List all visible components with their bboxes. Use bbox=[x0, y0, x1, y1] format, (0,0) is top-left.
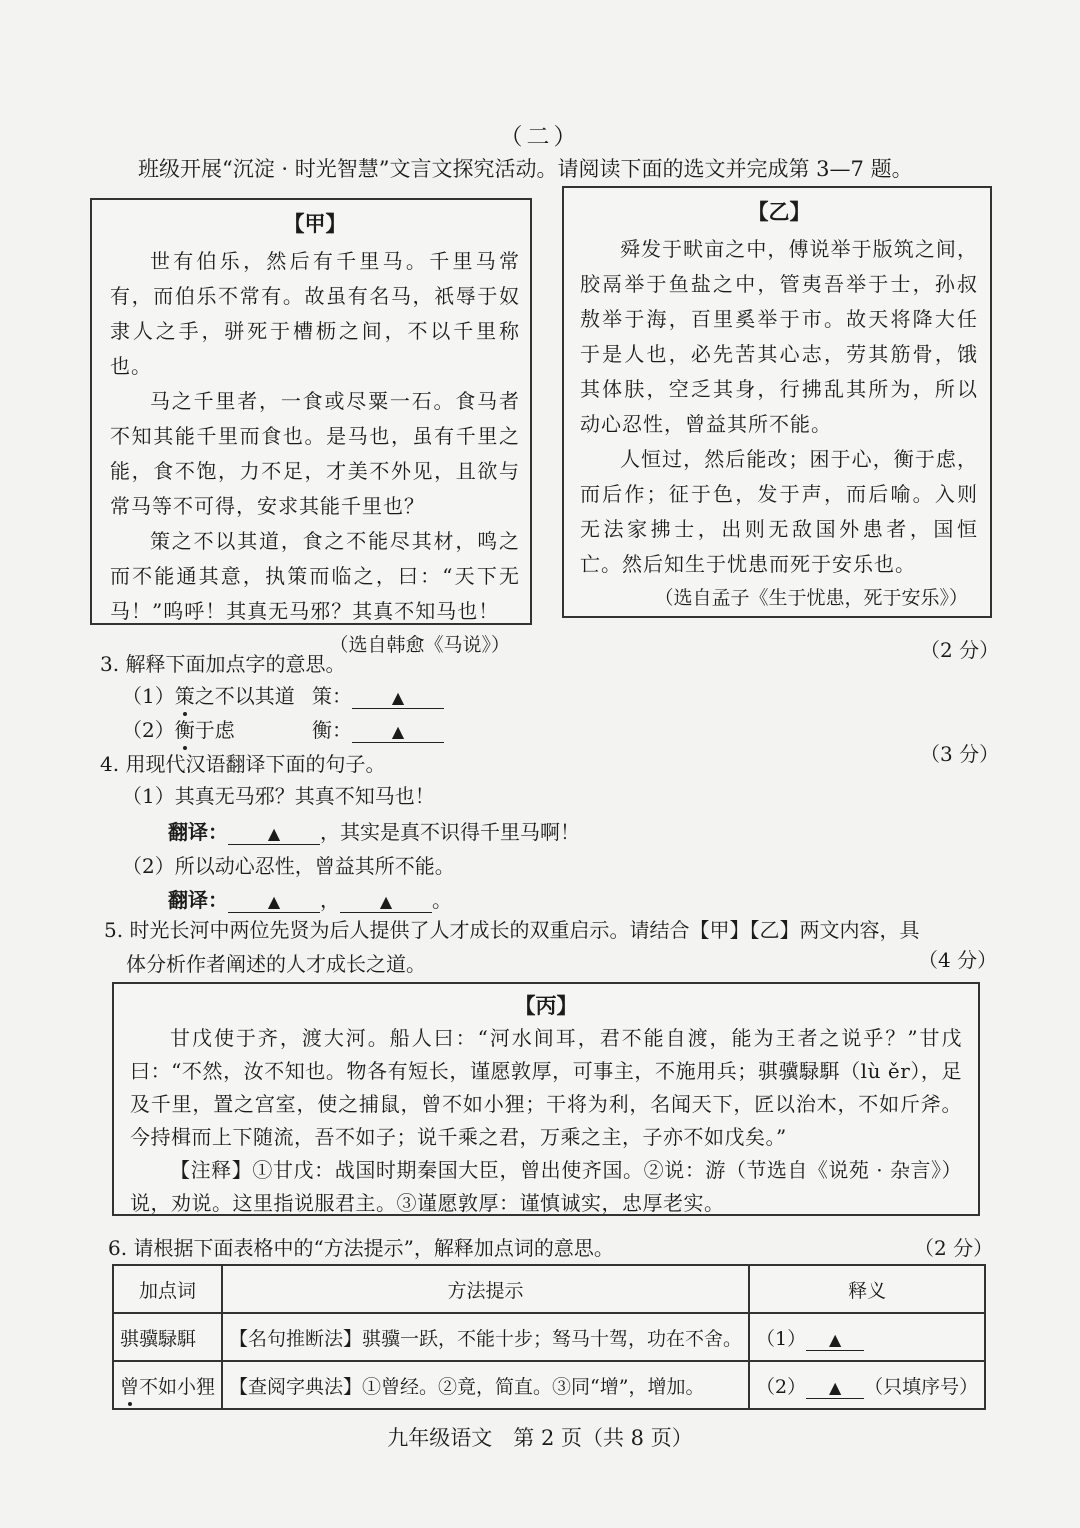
answer-blank: ▲ bbox=[352, 722, 444, 743]
table-cell-word: 骐骥騄駬 bbox=[113, 1313, 222, 1361]
table-header-row bbox=[113, 1265, 985, 1313]
passage-yi-paragraph: 人恒过，然后能改；困于心，衡于虑，而后作；征于色，发于声，而后喻。入则无法家拂士，出则无敌国外患者，国恒亡。然后知生于忧患而死于安乐也。 bbox=[580, 447, 978, 576]
q5-score: （4 分） bbox=[918, 948, 998, 972]
q4-sentence-1: （1）其真无马邪？其真不知马也！ bbox=[122, 784, 435, 808]
q4-score: （3 分） bbox=[920, 742, 1000, 766]
q6-score: （2 分） bbox=[914, 1236, 994, 1260]
q3-answer-2[interactable]: 衡： ▲ bbox=[312, 714, 444, 743]
passage-yi bbox=[562, 186, 992, 618]
passage-yi-source: （选自孟子《生于忧患，死于安乐》） bbox=[654, 587, 968, 609]
passage-jia-title: 【甲】 bbox=[283, 211, 347, 236]
q3-score: （2 分） bbox=[920, 638, 1000, 662]
passage-bing-title: 【丙】 bbox=[514, 993, 578, 1018]
table-header: 方法提示 bbox=[222, 1265, 749, 1313]
q6-prompt: 6. 请根据下面表格中的“方法提示”，解释加点词的意思。 bbox=[108, 1236, 614, 1260]
passage-jia bbox=[90, 198, 532, 656]
q3-item-2: （2）衡于虑 bbox=[122, 718, 235, 742]
table-row bbox=[113, 1361, 985, 1409]
answer-blank: ▲ bbox=[228, 824, 320, 845]
passage-jia-source: （选自韩愈《马说》） bbox=[329, 634, 510, 656]
dotted-char: 曾 bbox=[120, 1375, 140, 1398]
answer-blank: ▲ bbox=[352, 688, 444, 709]
section-title: （二） bbox=[499, 124, 581, 150]
q3-item-1: （1）策之不以其道 bbox=[122, 684, 295, 708]
table-header: 加点词 bbox=[113, 1265, 222, 1313]
q5-prompt-line2: 体分析作者阐述的人才成长之道。 bbox=[126, 952, 426, 976]
passage-yi-paragraph: 舜发于畎亩之中，傅说举于版筑之间，胶鬲举于鱼盐之中，管夷吾举于士，孙叔敖举于海，百里奚举于市。故天将降大任于是人也，必先苦其心志，劳其筋骨，饿其体肤，空乏其身，行拂乱其所为，所以动心忍性，曾益其所不能。 bbox=[580, 237, 978, 436]
answer-blank: ▲ bbox=[806, 1330, 864, 1351]
passage-bing-note: 【注释】①甘戊：战国时期秦国大臣，曾出使齐国。②说：游说，劝说。这里指说服君主。③谨愿敦厚：谨慎诚实，忠厚老实。 bbox=[130, 1158, 726, 1215]
passage-jia-paragraph: 马之千里者，一食或尽粟一石。食马者不知其能千里而食也。是马也，虽有千里之能，食不饱，力不足，才美不外见，且欲与常马等不可得，安求其能千里也？ bbox=[110, 389, 520, 518]
dotted-char: 衡 bbox=[174, 718, 195, 742]
table-cell-hint: 【名句推断法】骐骥一跃，不能十步；驽马十驾，功在不舍。 bbox=[222, 1313, 749, 1361]
table-cell-answer[interactable]: （1） ▲ bbox=[749, 1313, 985, 1361]
q3-answer-1[interactable]: 策： ▲ bbox=[312, 680, 444, 709]
q5-prompt-line1: 5. 时光长河中两位先贤为后人提供了人才成长的双重启示。请结合【甲】【乙】两文内容，具 bbox=[104, 918, 920, 942]
passage-jia-paragraph: 世有伯乐，然后有千里马。千里马常有，而伯乐不常有。故虽有名马，祇辱于奴隶人之手，骈死于槽枥之间，不以千里称也。 bbox=[110, 249, 520, 378]
q4-prompt: 4. 用现代汉语翻译下面的句子。 bbox=[100, 752, 386, 776]
answer-blank: ▲ bbox=[806, 1378, 864, 1399]
table-cell-word: 曾不如小狸 bbox=[113, 1361, 222, 1409]
q3-prompt: 3. 解释下面加点字的意思。 bbox=[100, 652, 346, 676]
table-cell-hint: 【查阅字典法】①曾经。②竟，简直。③同“增”，增加。 bbox=[222, 1361, 749, 1409]
passage-yi-title: 【乙】 bbox=[747, 199, 811, 224]
table-cell-answer[interactable]: （2） ▲ （只填序号） bbox=[749, 1361, 985, 1409]
passage-jia-paragraph: 策之不以其道，食之不能尽其材，鸣之而不能通其意，执策而临之，曰：“天下无马！”呜呼！其真无马邪？其真不知马也！ bbox=[110, 529, 520, 623]
dotted-char: 策 bbox=[174, 684, 195, 708]
answer-blank: ▲ bbox=[340, 892, 432, 913]
answer-blank: ▲ bbox=[228, 892, 320, 913]
passage-bing-source: （节选自《说苑 · 杂言》） bbox=[725, 1158, 962, 1182]
q4-translation-2[interactable]: 翻译： ▲ ， ▲ 。 bbox=[168, 888, 452, 912]
q4-sentence-2: （2）所以动心忍性，曾益其所不能。 bbox=[122, 854, 455, 878]
table-row bbox=[113, 1313, 985, 1361]
page-footer: 九年级语文 第 2 页（共 8 页） bbox=[387, 1426, 693, 1450]
table-header: 释义 bbox=[749, 1265, 985, 1313]
method-table bbox=[112, 1264, 986, 1410]
passage-bing bbox=[112, 982, 980, 1216]
q4-translation-1[interactable]: 翻译： ▲ ，其实是真不识得千里马啊！ bbox=[168, 820, 580, 844]
intro-text: 班级开展“沉淀 · 时光智慧”文言文探究活动。请阅读下面的选文并完成第 3—7 题。 bbox=[138, 157, 913, 181]
passage-bing-paragraph: 甘戊使于齐，渡大河。船人曰：“河水间耳，君不能自渡，能为王者之说乎？”甘戊曰：“不然，汝不知也。物各有短长，谨愿敦厚，可事主，不施用兵；骐骥騄駬（lù ěr），足及千里，置之宫室，使之捕鼠，曾不如小狸；干将为利，名闻天下，匠以治木，不如斤斧。今持楫而上下随流，吾不如子；说千乘之君，万乘之主，子亦不如戊矣。” （节选自《说苑 · 杂言》） bbox=[130, 1022, 962, 1154]
